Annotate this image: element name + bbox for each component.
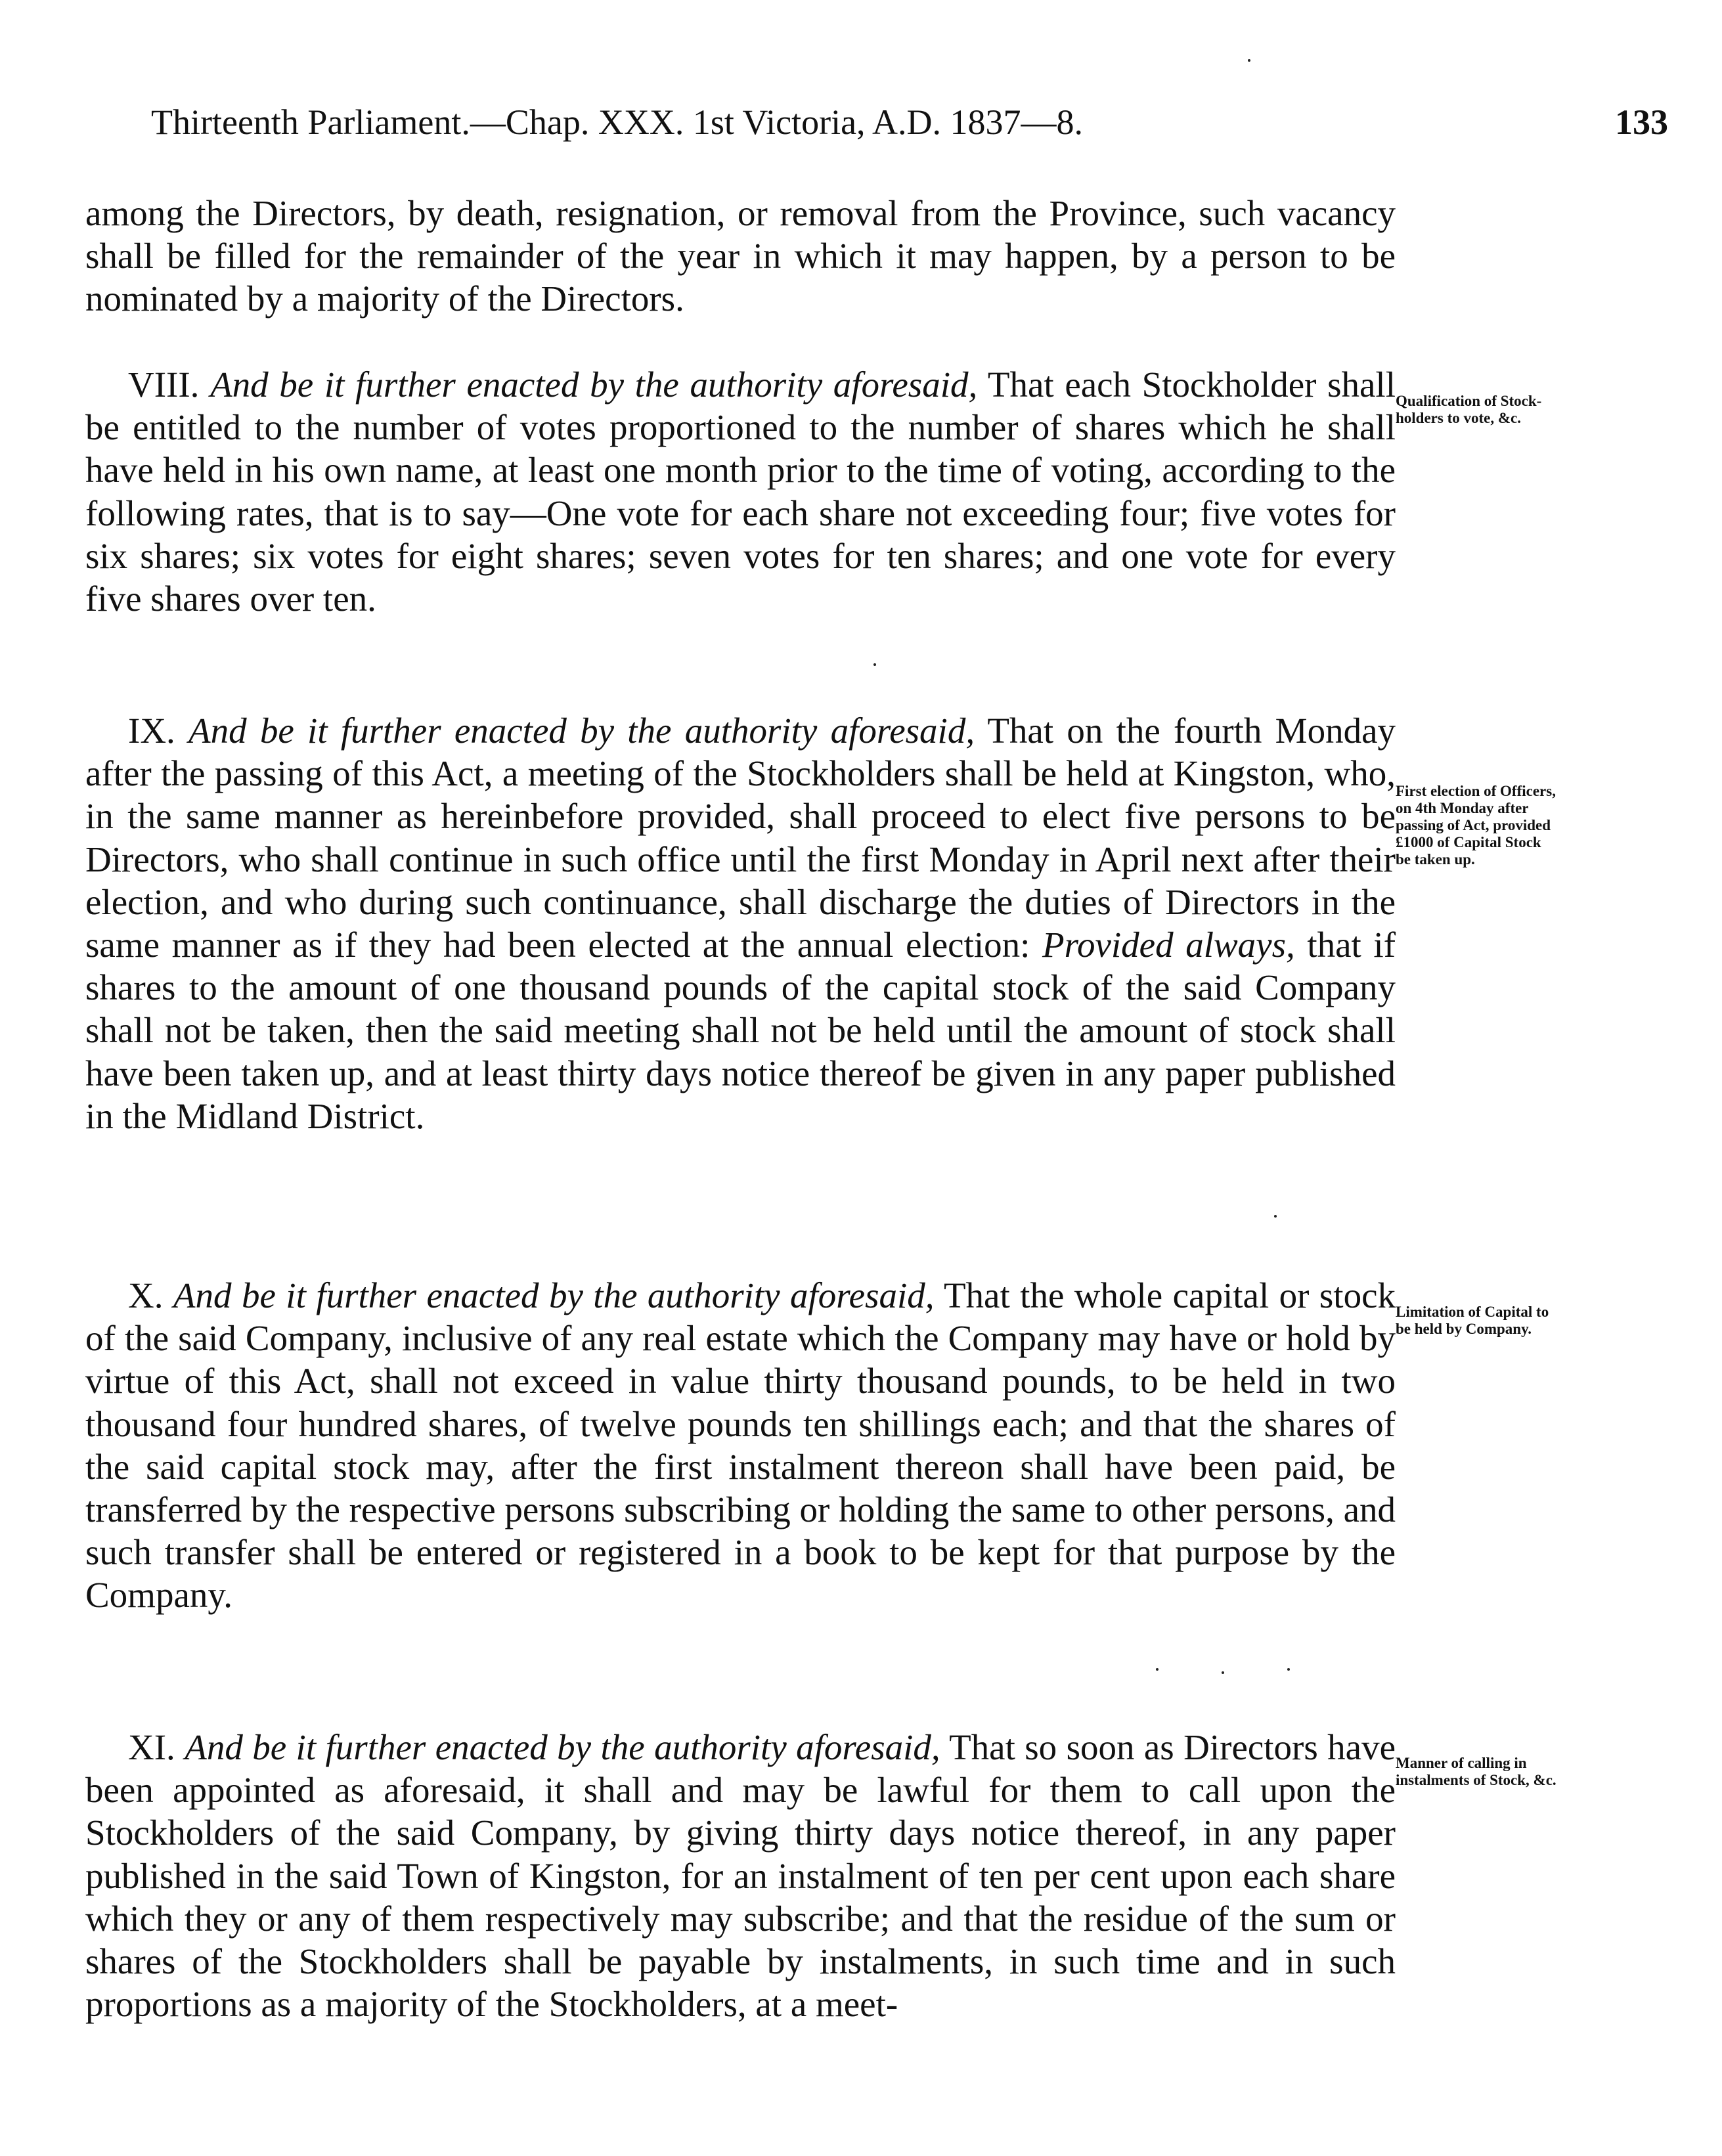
- margin-note-line: be taken up.: [1396, 851, 1475, 868]
- section-number: VIII.: [128, 364, 200, 405]
- print-speck: [1222, 1671, 1224, 1674]
- enacting-clause: And be it further enacted by the authority aforesaid,: [210, 364, 978, 405]
- margin-note-line: Limitation of Capital to: [1396, 1304, 1549, 1320]
- section-text: That the whole capital or stock of the said Company, inclusive of any real estate which the Company may have or hold by virtue of this Act, shall not exceed in value thirty thousand pounds, to be held in two thousand four hundred shares, of twelve pounds ten shillings each; and that the shares of the said capital stock may, after the first instalment thereon shall have been paid, be transferred by the respective persons subscribing or holding the same to other persons, and such transfer shall be entered or registered in a book to be kept for that purpose by the Company.: [85, 1275, 1396, 1616]
- section-number: XI.: [128, 1727, 175, 1767]
- margin-note-viii: [1396, 393, 1671, 427]
- margin-note-line: on 4th Monday after: [1396, 800, 1529, 816]
- section-viii: [85, 363, 1396, 620]
- margin-note-line: instalments of Stock, &c.: [1396, 1772, 1556, 1788]
- margin-note-line: holders to vote, &c.: [1396, 410, 1521, 426]
- margin-note-xi: [1396, 1755, 1671, 1789]
- section-text-after: that if shares to the amount of one thousand pounds of the capital stock of the said Company shall not be taken, then the said meeting shall not be held until the amount of stock shall have been taken up, and at least thirty days notice thereof be given in any paper published in the Midland District.: [85, 925, 1396, 1136]
- margin-note-line: First election of Officers,: [1396, 783, 1556, 799]
- proviso-clause: Provided always,: [1042, 925, 1295, 965]
- print-speck: [873, 663, 876, 666]
- print-speck: [1274, 1215, 1277, 1218]
- margin-note-line: £1000 of Capital Stock: [1396, 834, 1541, 850]
- section-xi: [85, 1726, 1396, 2025]
- print-speck: [1156, 1668, 1159, 1671]
- section-number: X.: [128, 1275, 164, 1315]
- enacting-clause: And be it further enacted by the authority aforesaid,: [173, 1275, 935, 1315]
- margin-note-ix: [1396, 783, 1671, 868]
- continuation-paragraph: [85, 192, 1396, 320]
- section-text: That so soon as Directors have been appointed as aforesaid, it shall and may be lawful for them to call upon the Stockholders of the said Company, by giving thirty days notice thereof, in any paper published in the said Town of Kingston, for an instalment of ten per cent upon each share which they or any of them respectively may subscribe; and that the residue of the sum or shares of the Stockholders shall be payable by instalments, in such time and in such proportions as a majority of the Stockholders, at a meet-: [85, 1727, 1396, 2025]
- section-text: That each Stockholder shall be entitled to the number of votes proportioned to the number of shares which he shall have held in his own name, at least one month prior to the time of voting, according to the following rates, that is to say—One vote for each share not exceeding four; five votes for six shares; six votes for eight shares; seven votes for ten shares; and one vote for every five shares over ten.: [85, 364, 1396, 619]
- continuation-text: among the Directors, by death, resignation, or removal from the Province, such vacancy shall be filled for the remainder of the year in which it may happen, by a person to be nominated by a majority of the Directors.: [85, 193, 1396, 319]
- section-text: That on the fourth Monday after the passing of this Act, a meeting of the Stockholders shall be held at Kingston, who, in the same manner as hereinbefore provided, shall proceed to elect five persons to be Directors, who shall continue in such office until the first Monday in April next after their election, and who during such continuance, shall discharge the duties of Directors in the same manner as if they had been elected at the annual election:: [85, 711, 1396, 965]
- print-speck: [1287, 1668, 1290, 1671]
- section-number: IX.: [128, 711, 175, 751]
- enacting-clause: And be it further enacted by the authority aforesaid,: [185, 1727, 940, 1767]
- print-speck: [1248, 59, 1250, 62]
- margin-note-line: Manner of calling in: [1396, 1755, 1527, 1771]
- page-number: 133: [1615, 102, 1668, 142]
- section-ix: [85, 709, 1396, 1137]
- margin-note-x: [1396, 1304, 1671, 1338]
- enacting-clause: And be it further enacted by the authority aforesaid,: [188, 711, 975, 751]
- margin-note-line: Qualification of Stock-: [1396, 393, 1542, 409]
- margin-note-line: be held by Company.: [1396, 1321, 1532, 1337]
- margin-note-line: passing of Act, provided: [1396, 817, 1551, 833]
- header-title: Thirteenth Parliament.—Chap. XXX. 1st Victoria, A.D. 1837—8.: [151, 102, 1084, 142]
- section-x: [85, 1274, 1396, 1617]
